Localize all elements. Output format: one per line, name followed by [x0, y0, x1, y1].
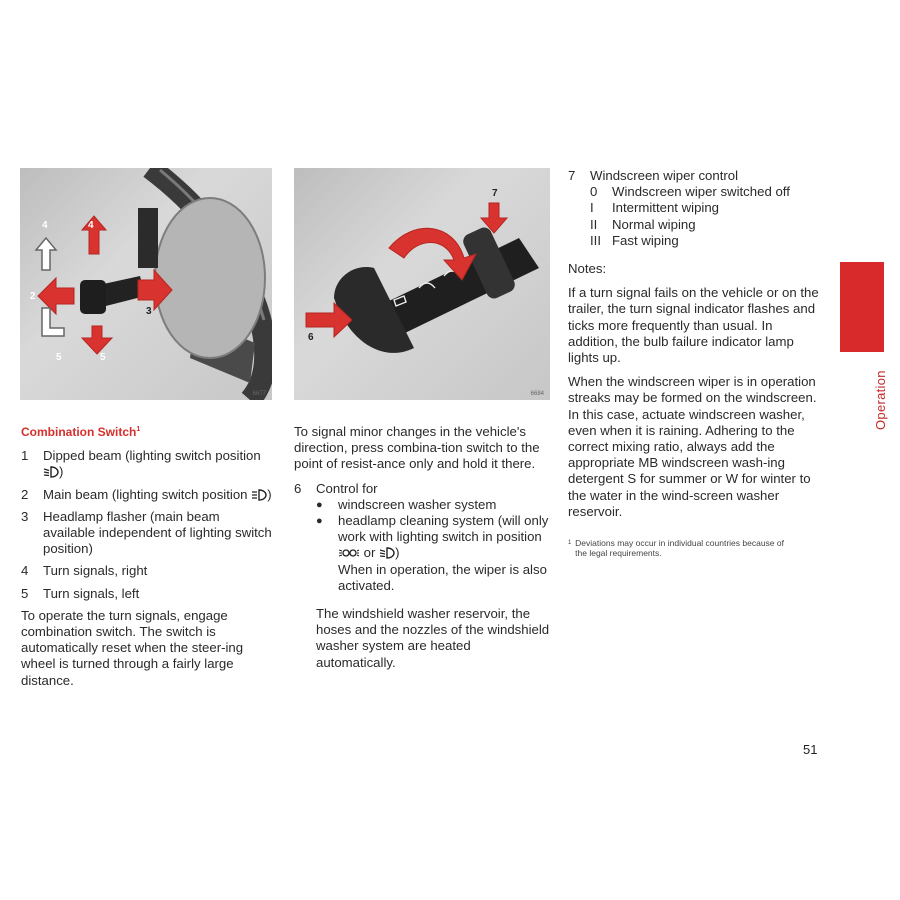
- wiper-position: II: [590, 216, 598, 232]
- item-tail: ): [59, 464, 64, 480]
- heated-washer-paragraph: The windshield washer reservoir, the hoses and the nozzles of the windshield washer system are heated automatically.: [316, 606, 550, 670]
- bullet-text: headlamp cleaning system (will only work with lighting switch in position: [338, 513, 549, 545]
- column-3: [568, 168, 824, 558]
- dipped-beam-icon: [379, 547, 395, 559]
- item-number: 1: [21, 448, 29, 464]
- figure-wiper-stalk: [294, 168, 550, 400]
- wiper-text: Windscreen wiper switched off: [612, 184, 790, 200]
- item-text: Control for: [316, 480, 378, 496]
- list-item: [316, 497, 552, 513]
- section-tab: [840, 262, 884, 352]
- figure-label-3: 3: [146, 306, 152, 317]
- item-text: Turn signals, right: [43, 563, 148, 579]
- wiper-stalk-illustration: [294, 168, 550, 400]
- section-heading: [21, 422, 273, 440]
- item-number: 7: [568, 168, 576, 183]
- switch-functions-list: [21, 448, 273, 602]
- item-text: Turn signals, left: [43, 585, 140, 601]
- figure-label-6: 6: [308, 332, 314, 343]
- wiper-streaks-note: When the windscreen wiper is in operation streaks may be formed on the windscreen. In this case, actuate windscreen washer, even when it is raining. Adhering to the correct mixing ratio, always add the appropriate MB windscreen wash-ing detergent S for summer or W for winter to the water in the wind-screen washer reservoir.: [568, 374, 817, 519]
- figure-code: 6684: [530, 391, 544, 397]
- steering-wheel-illustration: [20, 168, 272, 400]
- section-tab-label: Operation: [873, 370, 888, 430]
- figure-label-7: 7: [492, 188, 498, 199]
- footnote-text: Deviations may occur in individual countries because of the legal requirements.: [575, 538, 784, 559]
- item-number: 3: [21, 508, 29, 524]
- list-item: [21, 586, 273, 602]
- item-number: 2: [21, 486, 29, 502]
- heading-text: Combination Switch: [21, 425, 137, 439]
- parking-light-icon: [338, 547, 360, 559]
- list-item: [590, 217, 824, 233]
- column-1: [21, 422, 273, 695]
- list-item: [568, 168, 824, 184]
- figure-combination-switch: [20, 168, 272, 400]
- control-bullets: [316, 497, 552, 594]
- item-number: 4: [21, 563, 29, 579]
- turn-signal-paragraph: To operate the turn signals, engage combination switch. The switch is automatically reset when the steer-ing wheel is turned through a fairly large distance.: [21, 607, 244, 688]
- wiper-text: Normal wiping: [612, 216, 696, 232]
- column-2: [294, 424, 552, 677]
- item-text: Dipped beam (lighting switch position: [43, 448, 261, 464]
- bullet-icon: ●: [316, 515, 323, 528]
- page-number: 51: [803, 742, 818, 757]
- list-item: [294, 481, 552, 497]
- list-item: [590, 184, 824, 200]
- item-text: Windscreen wiper control: [590, 168, 739, 183]
- figure-code: 6677: [252, 391, 266, 397]
- figure-label-5-right: 5: [100, 352, 106, 363]
- figure-label-5-left: 5: [56, 352, 62, 363]
- figure-label-2: 2: [30, 291, 36, 302]
- item-tail: ): [267, 486, 272, 502]
- main-beam-icon: [251, 489, 267, 501]
- heading-footnote-ref: 1: [136, 426, 141, 433]
- item-text: Main beam (lighting switch position: [43, 486, 248, 502]
- list-item: [590, 233, 824, 249]
- wiper-positions-list: [590, 184, 824, 249]
- wiper-position: III: [590, 232, 601, 248]
- item-text: Headlamp flasher (main beam available independent of lighting switch position): [43, 508, 272, 557]
- bullet-icon: ●: [316, 498, 323, 511]
- bullet-or: or: [363, 545, 376, 561]
- list-item: [21, 448, 273, 480]
- figure-label-4-right: 4: [88, 220, 94, 231]
- figure-label-4-left: 4: [42, 220, 48, 231]
- footnote-number: 1: [568, 540, 572, 547]
- footnote: [568, 538, 788, 558]
- dipped-beam-icon: [43, 466, 59, 478]
- turn-signal-note: If a turn signal fails on the vehicle or on the trailer, the turn signal indicator flashes and ticks more frequently than usual. In addition, the bulb failure indicator lamp lights up.: [568, 285, 819, 366]
- wiper-text: Fast wiping: [612, 232, 679, 248]
- wiper-text: Intermittent wiping: [612, 200, 720, 216]
- bullet-after-text: When in operation, the wiper is also activated.: [338, 561, 547, 593]
- list-item: [21, 563, 273, 579]
- wiper-position: 0: [590, 184, 598, 200]
- list-item: [316, 513, 552, 594]
- list-item: [21, 487, 273, 503]
- notes-label: Notes:: [568, 261, 607, 277]
- list-item: [590, 200, 824, 216]
- list-item: [21, 509, 273, 558]
- bullet-tail: ): [395, 545, 400, 561]
- item-number: 6: [294, 480, 302, 496]
- wiper-position: I: [590, 200, 594, 216]
- item-number: 5: [21, 585, 29, 601]
- bullet-text: windscreen washer system: [338, 496, 497, 512]
- minor-changes-paragraph: To signal minor changes in the vehicle's direction, press combina-tion switch to the point of resist-ance only and hold it there.: [294, 424, 540, 472]
